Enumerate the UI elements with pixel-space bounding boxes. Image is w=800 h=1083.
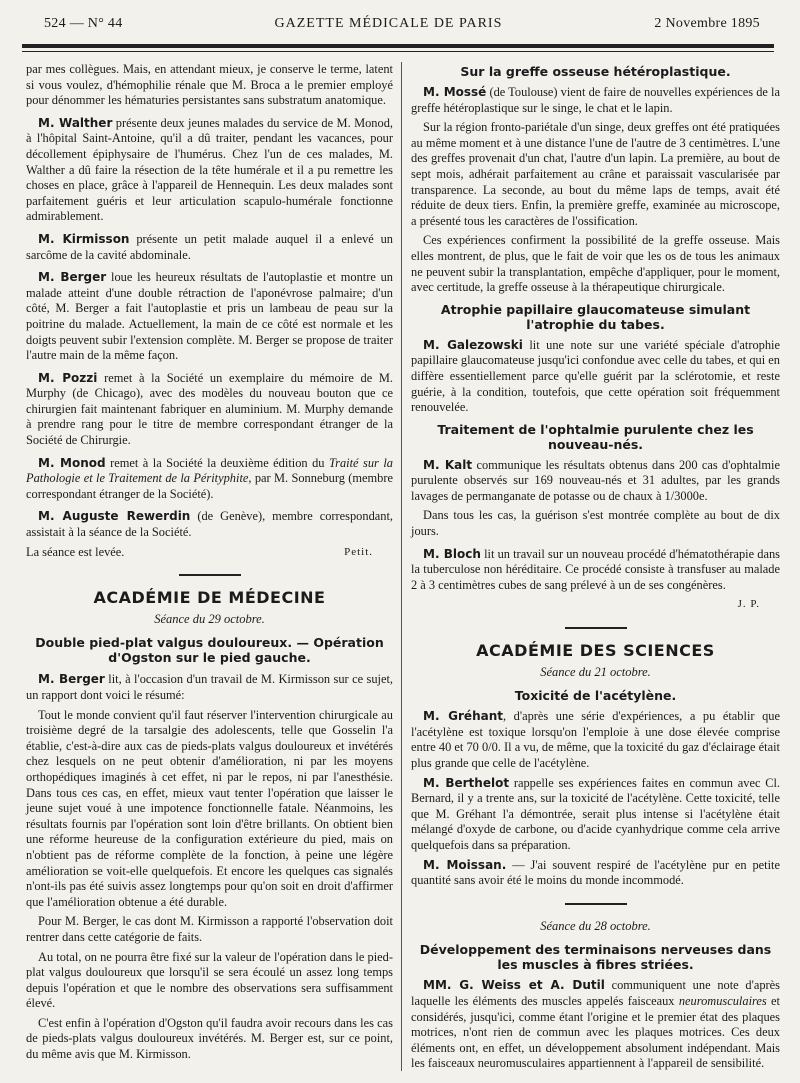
speaker-name: MM. G. Weiss et A. Dutil <box>423 978 605 993</box>
issue-date: 2 Novembre 1895 <box>654 16 760 31</box>
paragraph: M. Berger lit, à l'occasion d'un travail de M. Kirmisson sur ce sujet, un rapport dont voici le résumé: <box>26 672 393 702</box>
header-rule-thick <box>22 44 774 48</box>
section-title: ACADÉMIE DE MÉDECINE <box>93 588 326 608</box>
author-signature: Petit. <box>344 545 373 558</box>
paragraph: M. Berthelot rappelle ses expériences faites en commun avec Cl. Bernard, il y a trente ans, sur la toxicité de l'acétylène. Cette toxicité, telle que M. Gréhant l'a démontrée, serait plus intense si l'acétylène était mélangé d'oxyde de carbone, ou d'acide cyanhydrique comme cela arrive quelquefois dans sa préparation. <box>411 775 780 852</box>
paragraph: M. Bloch lit un travail sur un nouveau procédé d'hématothérapie dans la tuberculose non héréditaire. Ce procédé consiste à transfuser au malade 2 à 3 centimètres cubes de sang prélevé à un de ses congénères. <box>411 546 780 592</box>
author-signature: J. P. <box>737 598 760 611</box>
left-column <box>26 62 393 1067</box>
paragraph: Ces expériences confirment la possibilité de la greffe osseuse. Mais elles montrent, de plus, que le fait de voir que les os de tous les animaux ne peuvent subir la transplantation, empêche d'appliquer, pour le moment, avec certitude, la greffe osseuse à la thérapeutique chirurgicale. <box>411 233 780 295</box>
speaker-name: M. Monod <box>38 455 106 470</box>
speaker-name: M. Berger <box>38 672 105 687</box>
speaker-name: M. Auguste Rewerdin <box>38 509 191 524</box>
section-rule <box>565 903 627 905</box>
paragraph: Sur la région fronto-pariétale d'un singe, deux greffes ont été pratiquées au même moment et à une distance l'une de l'autre de 3 centimètres. L'une des greffes provenait d'un chat, l'autre d'un lapin. La première, au bout de sept mois, adhérait parfaitement au crâne et paraissait vascularisée par transparence. La seconde, au bout du même laps de temps, avait été réduite de deux tiers. Enfin, la première greffe, examinée au microscope, a présenté tous les caractères de l'ossification. <box>411 120 780 228</box>
paragraph: M. Gréhant, d'après une série d'expériences, a pu établir que l'acétylène est toxique lorsqu'on l'emploie à une dose élevée comprise entre 40 et 70 0/0. Il a vu, de même, que la toxicité du gaz d'éclairage était plus grande que celle de l'acétylène. <box>411 709 780 770</box>
paragraph: M. Walther présente deux jeunes malades du service de M. Monod, à l'hôpital Saint-Antoine, qu'il a dû traiter, pendant les vacances, pour décollement épiphysaire de l'humérus. Chez l'un de ces malades, M. Walther a dû faire la résection de la tête humérale et il a pu remettre les choses en place, grâce à l'appareil de Hennequin. Les deux malades sont parfaitement guéris et leur articulation scapulo-humérale fonctionne admirablement. <box>26 115 393 224</box>
paragraph: C'est enfin à l'opération d'Ogston qu'il faudra avoir recours dans les cas de pieds-plats valgus douloureux invétérés. M. Berger est, sur ce point, du même avis que M. Kirmisson. <box>26 1015 393 1062</box>
speaker-name: M. Berger <box>38 270 107 285</box>
paragraph: Tout le monde convient qu'il faut réserver l'intervention chirurgicale au troisième degré de la tarsalgie des adolescents, telle que Gosselin l'a établie, c'est-à-dire aux cas de pieds-plats valgus douloureux et invétérés chez lesquels on ne peut obtenir d'amélioration, ni par les moyens orthopédiques imaginés à cet effet, ni par le repos, ni par l'anesthésie. Dans tous ces cas, en effet, mieux vaut tenter l'opération que laisser le jeune sujet voué à une impotence fonctionnelle fatale. Néanmoins, les résultats fournis par l'opération sont loin d'être brillants. On obtient bien une réforme heureuse de la configuration extérieure du pied, mais on n'obtient pas de réforme complète de la fonction, à peine une légère amélioration se voit-elle quelquefois. Et encore les quelques cas signalés n'ont-ils pas été suivis assez longtemps pour qu'on soit en droit d'affirmer que l'amélioration obtenue a été durable. <box>26 707 393 909</box>
article-title: Atrophie papillaire glaucomateuse simulant l'atrophie du tabes. <box>440 301 751 332</box>
paragraph: Au total, on ne pourra être fixé sur la valeur de l'opération dans le pied-plat valgus douloureux que lorsqu'il se sera écoulé un assez long temps depuis l'opération et que le nombre des observations sera suffisamment élevé. <box>26 949 393 1011</box>
article-title: Développement des terminaisons nerveuses dans les muscles à fibres striées. <box>419 942 772 973</box>
speaker-name: M. Berthelot <box>423 775 510 790</box>
session-date: Séance du 29 octobre. <box>154 611 265 626</box>
paragraph: M. Moissan. — J'ai souvent respiré de l'acétylène pur en petite quantité sans avoir été le moins du monde incommodé. <box>411 857 780 888</box>
book-title: Traité sur la Pathologie et le Traitement de la Pérityphite <box>26 455 393 486</box>
paragraph: M. Kirmisson présente un petit malade auquel il a enlevé un sarcôme de la cavité abdominale. <box>26 231 393 262</box>
article-title: Sur la greffe osseuse hétéroplastique. <box>460 64 731 79</box>
speaker-name: M. Moissan. <box>423 857 507 872</box>
paragraph: Dans tous les cas, la guérison s'est montrée complète au bout de dix jours. <box>411 508 780 539</box>
paragraph: M. Auguste Rewerdin (de Genève), membre correspondant, assistait à la séance de la Société. <box>26 509 394 540</box>
term: neuromusculaires <box>678 993 767 1008</box>
page-number: 524 — N° 44 <box>44 16 123 31</box>
speaker-name: M. Pozzi <box>38 370 98 385</box>
paragraph: par mes collègues. Mais, en attendant mieux, je conserve le terme, latent si vous voulez, d'hémophilie rénale que M. Broca a le premier employé pour dénommer les hématuries persistantes sans substratum anatomique. <box>26 62 393 108</box>
paragraph: M. Mossé (de Toulouse) vient de faire de nouvelles expériences de la greffe hétéroplastique sur le singe, le chat et le lapin. <box>411 85 781 115</box>
speaker-name: M. Gréhant <box>423 709 503 724</box>
paragraph: M. Monod remet à la Société la deuxième édition du Traité sur la Pathologie et le Traitement de la Pérityphite, par M. Sonneburg (membre correspondant étranger de la Société). <box>26 455 393 501</box>
section-title: ACADÉMIE DES SCIENCES <box>476 641 715 661</box>
closing-line <box>26 545 393 561</box>
session-date: Séance du 21 octobre. <box>540 664 651 679</box>
article-title: Traitement de l'ophtalmie purulente chez les nouveau-nés. <box>437 421 754 452</box>
paragraph: M. Berger loue les heureux résultats de l'autoplastie et montre un malade atteint d'une double rétraction de l'aponévrose palmaire; d'un côté, M. Berger a fait l'autoplastie et pris un lambeau de peau sur la poitrine du malade. Actuellement, la main de ce côté est normale et les doigts peuvent subir l'extension complète. M. Berger se propose de traiter l'autre main de la même façon. <box>26 270 394 363</box>
article-title: Double pied-plat valgus douloureux. — Opération d'Ogston sur le pied gauche. <box>35 635 384 666</box>
signature-line <box>411 597 780 613</box>
closing-text: La séance est levée. <box>26 544 125 559</box>
right-column <box>411 62 780 1076</box>
speaker-name: M. Walther <box>38 115 113 130</box>
article-title: Toxicité de l'acétylène. <box>514 688 677 704</box>
paragraph: M. Pozzi remet à la Société un exemplaire du mémoire de M. Murphy (de Chicago), avec des modèles du nouveau bouton que ce chirurgien fait maintenant fabriquer en aluminium. M. Murphy demande à prendre rang pour le titre de membre correspondant étranger de la Société de Chirurgie. <box>26 370 393 448</box>
section-rule <box>179 574 241 576</box>
paragraph: MM. G. Weiss et A. Dutil communiquent une note d'après laquelle les éléments des muscles appelés faisceaux neuromusculaires et considérés, jusqu'ici, comme étant l'origine et le premier état des plaques motrices, n'ont rien de commun avec les plaques motrices. Ces deux éléments ont, en effet, un développement absolument indépendant. Mais les faisceaux neuromusculaires appartiennent à l'appareil de sensibilité. <box>411 978 781 1071</box>
speaker-name: M. Mossé <box>423 85 487 99</box>
header-rule-thin <box>22 51 774 52</box>
section-rule <box>565 627 627 629</box>
running-head <box>44 16 760 38</box>
paragraph: Pour M. Berger, le cas dont M. Kirmisson a rapporté l'observation doit rentrer dans cette catégorie de faits. <box>26 914 393 944</box>
speaker-name: M. Galezowski <box>423 337 523 352</box>
paragraph: M. Kalt communique les résultats obtenus dans 200 cas d'ophtalmie purulente observés sur 169 nouveau-nés et 31 adultes, par les grands lavages de permanganate de potasse ou de chaux à 1/3000e. <box>411 457 780 503</box>
speaker-name: M. Kirmisson <box>38 231 130 246</box>
column-divider <box>401 62 402 1071</box>
speaker-name: M. Kalt <box>423 457 473 472</box>
session-date: Séance du 28 octobre. <box>540 918 651 933</box>
paragraph: M. Galezowski lit une note sur une variété spéciale d'atrophie papillaire glaucomateuse jusqu'ici confondue avec celle du tabes, et qui en diffère essentiellement parce qu'elle guérit par la sclérotomie, et reste guérie, à la condition, toutefois, que cette opération soit fréquemment renouvelée. <box>411 337 780 415</box>
speaker-name: M. Bloch <box>423 546 481 561</box>
journal-title: GAZETTE MÉDICALE DE PARIS <box>274 16 503 31</box>
